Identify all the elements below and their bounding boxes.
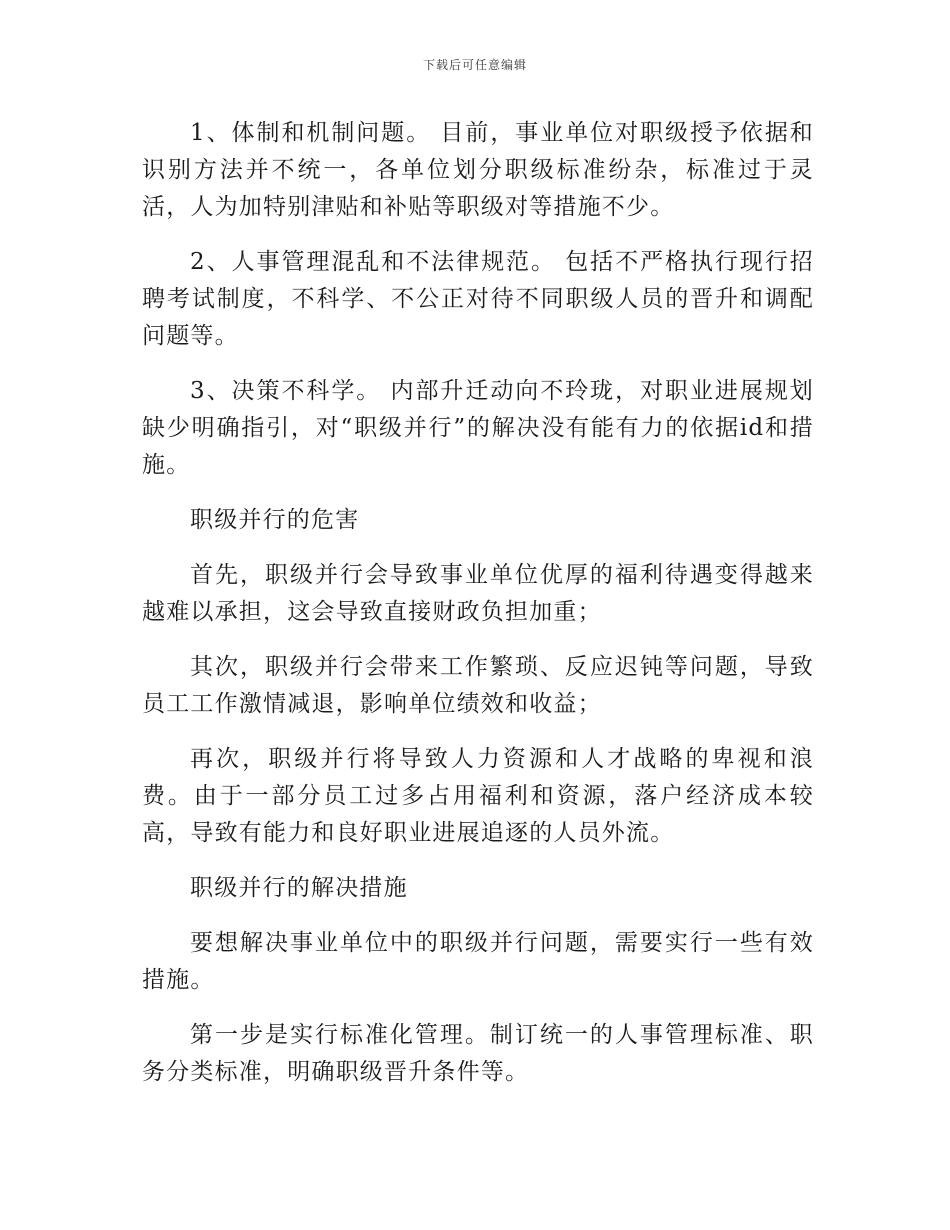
paragraph-solution-step-1: 第一步是实行标准化管理。制订统一的人事管理标准、职务分类标准，明确职级晋升条件等。 bbox=[142, 1022, 814, 1085]
paragraph-harm-first: 首先，职级并行会导致事业单位优厚的福利待遇变得越来越难以承担，这会导致直接财政负担加重； bbox=[142, 562, 814, 625]
paragraph-harm-second: 其次，职级并行会带来工作繁琐、反应迟钝等问题，导致员工工作激情减退，影响单位绩效和收益； bbox=[142, 654, 814, 717]
section-heading-solutions: 职级并行的解决措施 bbox=[190, 875, 408, 901]
document-body bbox=[142, 115, 814, 1109]
paragraph-issue-2: 2、人事管理混乱和不法律规范。 包括不严格执行现行招聘考试制度，不科学、不公正对待不同职级人员的晋升和调配问题等。 bbox=[142, 249, 814, 349]
paragraph-harm-third: 再次，职级并行将导致人力资源和人才战略的卑视和浪费。由于一部分员工过多占用福利和资源，落户经济成本较高，导致有能力和良好职业进展追逐的人员外流。 bbox=[142, 746, 814, 846]
section-heading-harms: 职级并行的危害 bbox=[190, 507, 360, 533]
paragraph-solution-intro: 要想解决事业单位中的职级并行问题，需要实行一些有效措施。 bbox=[142, 930, 814, 993]
paragraph-issue-1: 1、体制和机制问题。 目前，事业单位对职级授予依据和识别方法并不统一，各单位划分职级标准纷杂，标准过于灵活，人为加特别津贴和补贴等职级对等措施不少。 bbox=[142, 120, 814, 220]
page-header: 下载后可任意编辑 bbox=[422, 58, 527, 72]
paragraph-issue-3: 3、决策不科学。 内部升迁动向不玲珑，对职业进展规划缺少明确指引，对“职级并行”的解决没有能有力的依据id和措施。 bbox=[142, 378, 814, 478]
